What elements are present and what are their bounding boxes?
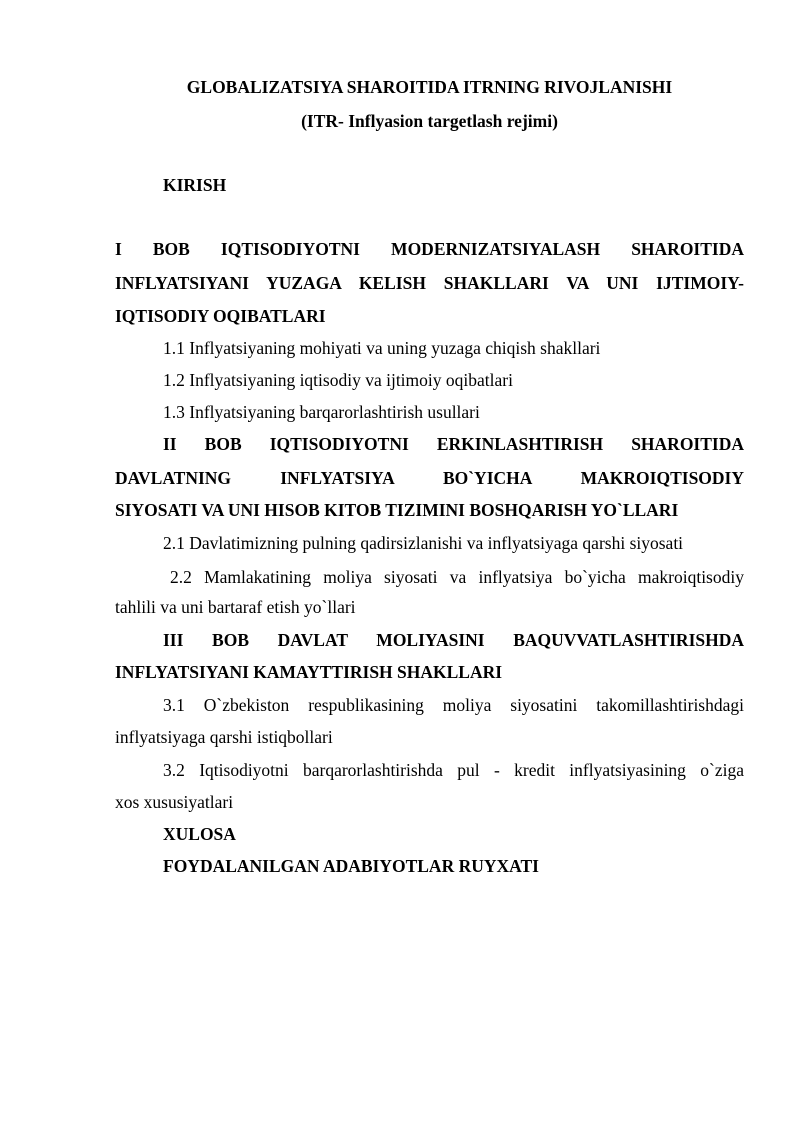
- section-3-2-line1: 3.2 Iqtisodiyotni barqarorlashtirishda pul - kredit inflyatsiyasining o`ziga: [163, 760, 744, 780]
- chapter3-heading-line1: III BOB DAVLAT MOLIYASINI BAQUVVATLASHTIRISHDA: [163, 630, 744, 650]
- section-3-1-line2: inflyatsiyaga qarshi istiqbollari: [115, 727, 333, 747]
- chapter1-heading-line2: INFLYATSIYANI YUZAGA KELISH SHAKLLARI VA UNI IJTIMOIY-: [115, 273, 744, 293]
- section-2-2-line2: tahlili va uni bartaraf etish yo`llari: [115, 597, 356, 617]
- document-title: GLOBALIZATSIYA SHAROITIDA ITRNING RIVOJLANISHI: [186, 77, 673, 97]
- section-3-2-line2: xos xususiyatlari: [115, 792, 234, 812]
- section-2-1: 2.1 Davlatimizning pulning qadirsizlanishi va inflyatsiyaga qarshi siyosati: [163, 533, 684, 553]
- chapter2-heading-line1: II BOB IQTISODIYOTNI ERKINLASHTIRISH SHAROITIDA: [163, 434, 744, 454]
- chapter1-heading-line3: IQTISODIY OQIBATLARI: [115, 306, 326, 326]
- heading-xulosa: XULOSA: [163, 824, 236, 844]
- section-1-3: 1.3 Inflyatsiyaning barqarorlashtirish usullari: [163, 402, 480, 422]
- chapter3-heading-line2: INFLYATSIYANI KAMAYTTIRISH SHAKLLARI: [115, 662, 503, 682]
- heading-references: FOYDALANILGAN ADABIYOTLAR RUYXATI: [163, 856, 539, 876]
- chapter2-heading-line3: SIYOSATI VA UNI HISOB KITOB TIZIMINI BOSHQARISH YO`LLARI: [115, 500, 679, 520]
- section-2-2-line1: 2.2 Mamlakatining moliya siyosati va inflyatsiya bo`yicha makroiqtisodiy: [170, 567, 744, 587]
- chapter2-heading-line2: DAVLATNING INFLYATSIYA BO`YICHA MAKROIQTISODIY: [115, 468, 744, 488]
- section-1-2: 1.2 Inflyatsiyaning iqtisodiy va ijtimoiy oqibatlari: [163, 370, 513, 390]
- chapter1-heading-line1: I BOB IQTISODIYOTNI MODERNIZATSIYALASH SHAROITIDA: [115, 239, 744, 259]
- document-subtitle: (ITR- Inflyasion targetlash rejimi): [301, 111, 558, 131]
- section-1-1: 1.1 Inflyatsiyaning mohiyati va uning yuzaga chiqish shakllari: [163, 338, 601, 358]
- section-3-1-line1: 3.1 O`zbekiston respublikasining moliya siyosatini takomillashtirishdagi: [163, 695, 744, 715]
- heading-kirish: KIRISH: [163, 175, 227, 195]
